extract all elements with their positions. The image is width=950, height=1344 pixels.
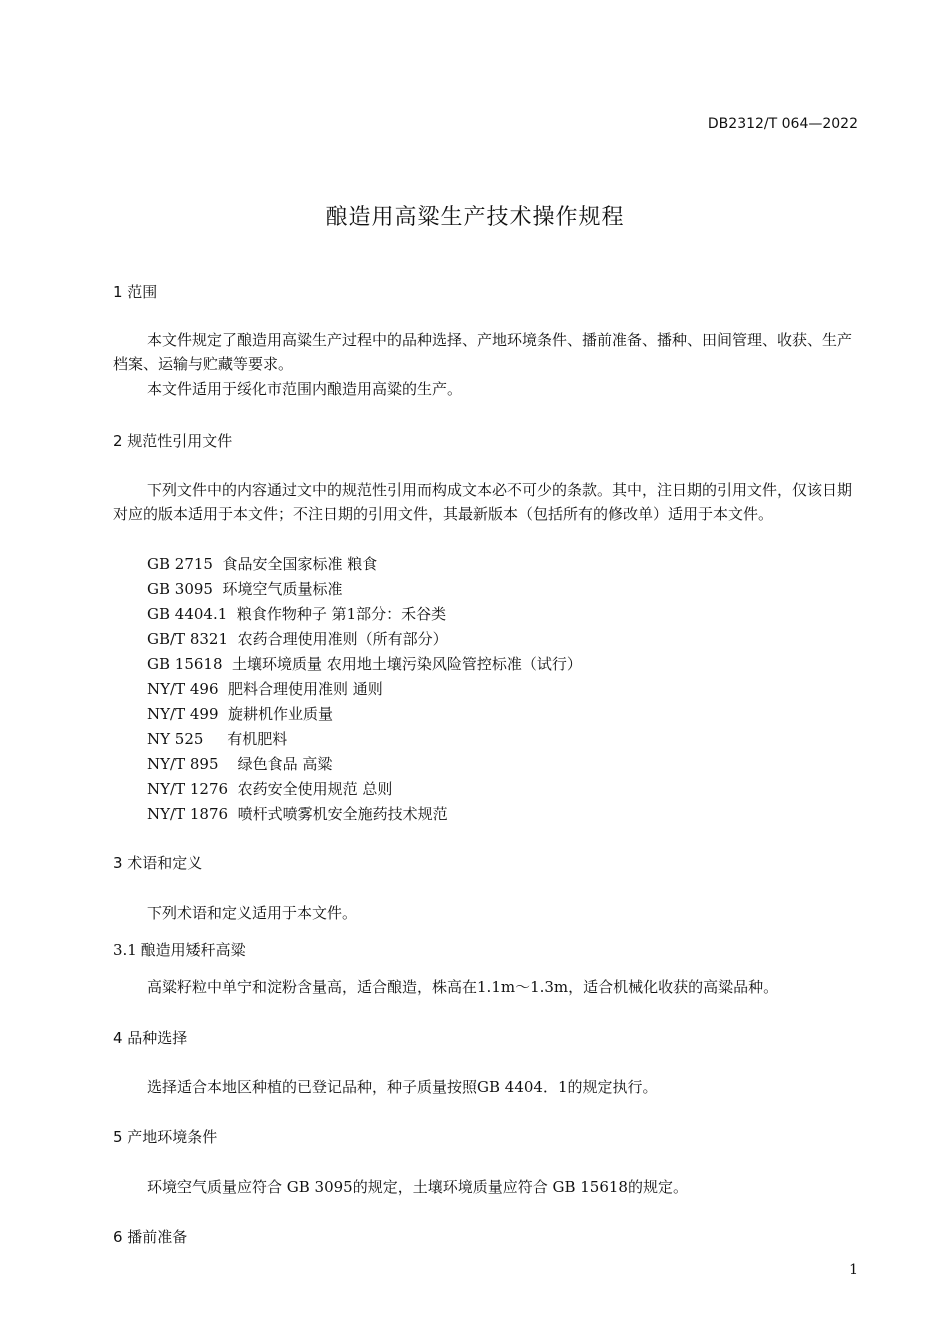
subsection-3-1-paragraph: 高粱籽粒中单宁和淀粉含量高，适合酿造，株高在1.1m～1.3m，适合机械化收获的高粱品种。 [147, 978, 779, 996]
reference-title: 食品安全国家标准 粮食 [222, 555, 378, 573]
reference-title: 农药安全使用规范 总则 [237, 780, 393, 798]
reference-item [147, 727, 287, 751]
reference-title: 有机肥料 [227, 730, 288, 748]
section-1-paragraph-1: 本文件规定了酿造用高粱生产过程中的品种选择、产地环境条件、播前准备、播种、田间管理、收获、生产档案、运输与贮藏等要求。 [113, 331, 853, 373]
reference-item [147, 702, 333, 726]
reference-code: GB 2715 [147, 555, 213, 573]
reference-title: 粮食作物种子 第1部分：禾谷类 [236, 605, 447, 623]
reference-code: NY/T 499 [147, 705, 219, 723]
section-2-paragraph-1: 下列文件中的内容通过文中的规范性引用而构成文本必不可少的条款。其中，注日期的引用文件，仅该日期对应的版本适用于本文件；不注日期的引用文件，其最新版本（包括所有的修改单）适用于本文件。 [113, 481, 853, 523]
section-5-paragraph-1: 环境空气质量应符合 GB 3095的规定，土壤环境质量应符合 GB 15618的规定。 [147, 1178, 688, 1196]
reference-item [147, 777, 392, 801]
reference-item [147, 552, 377, 576]
reference-item [147, 752, 332, 776]
reference-code: NY/T 895 [147, 755, 219, 773]
section-1-paragraph-2: 本文件适用于绥化市范围内酿造用高粱的生产。 [147, 380, 463, 398]
section-2-heading: 2 规范性引用文件 [113, 432, 233, 450]
reference-title: 肥料合理使用准则 通则 [228, 680, 383, 698]
document-title: 酿造用高粱生产技术操作规程 [325, 205, 625, 230]
section-1-heading: 1 范围 [113, 283, 158, 301]
reference-item [147, 802, 448, 826]
section-3-heading: 3 术语和定义 [113, 854, 203, 872]
page-number: 1 [849, 1262, 858, 1278]
reference-code: NY/T 1276 [147, 780, 229, 798]
reference-item [147, 652, 582, 676]
reference-code: NY/T 496 [147, 680, 219, 698]
section-3-paragraph-1: 下列术语和定义适用于本文件。 [147, 904, 358, 922]
section-5-heading: 5 产地环境条件 [113, 1128, 218, 1146]
reference-code: GB 3095 [147, 580, 213, 598]
subsection-3-1-heading [113, 939, 246, 960]
section-4-paragraph-1: 选择适合本地区种植的已登记品种，种子质量按照GB 4404．1的规定执行。 [147, 1078, 658, 1096]
reference-code: GB/T 8321 [147, 630, 229, 648]
reference-item [147, 602, 446, 626]
reference-code: GB 4404.1 [147, 605, 228, 623]
reference-title: 土壤环境质量 农用地土壤污染风险管控标准（试行） [232, 655, 582, 673]
section-4-heading: 4 品种选择 [113, 1029, 188, 1047]
reference-item [147, 577, 343, 601]
subsection-title: 酿造用矮秆高粱 [140, 941, 246, 959]
reference-title: 农药合理使用准则（所有部分） [237, 630, 448, 648]
subsection-number: 3.1 [113, 941, 137, 959]
reference-item [147, 677, 383, 701]
reference-title: 绿色食品 高粱 [237, 755, 333, 773]
reference-code: GB 15618 [147, 655, 223, 673]
reference-code: NY/T 1876 [147, 805, 229, 823]
reference-item [147, 627, 448, 651]
document-code: DB2312/T 064—2022 [707, 116, 858, 132]
reference-title: 旋耕机作业质量 [228, 705, 334, 723]
section-6-heading: 6 播前准备 [113, 1228, 188, 1246]
reference-title: 环境空气质量标准 [222, 580, 343, 598]
reference-title: 喷杆式喷雾机安全施药技术规范 [237, 805, 448, 823]
reference-code: NY 525 [147, 730, 204, 748]
